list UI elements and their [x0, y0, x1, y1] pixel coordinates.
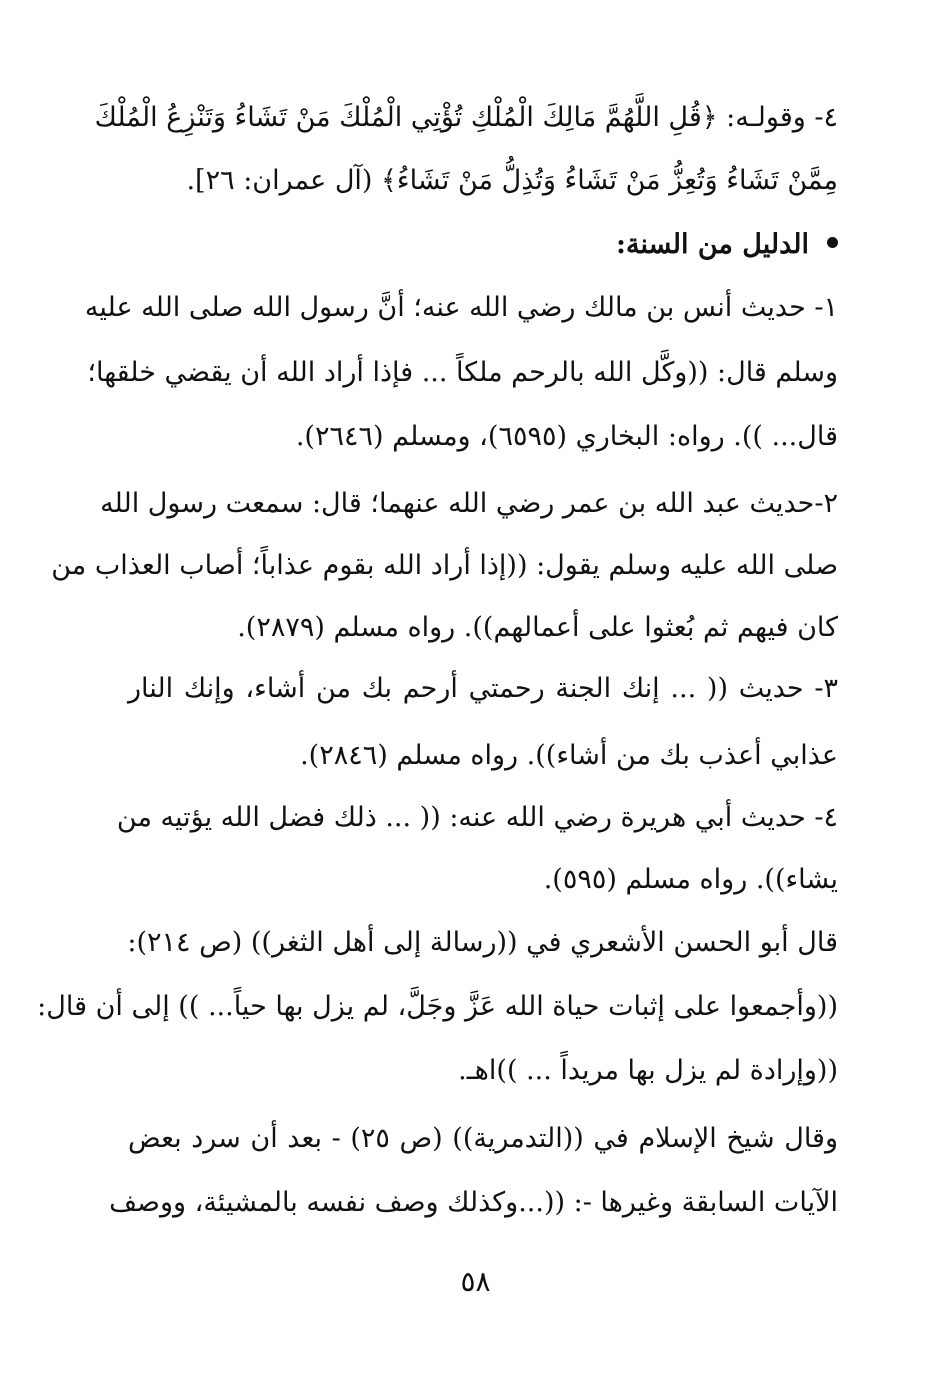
- text-line: عذابي أعذب بك من أشاء)). رواه مسلم (٢٨٤٦).: [300, 740, 838, 771]
- text-line: قال... )). رواه: البخاري (٦٥٩٥)، ومسلم (٢٦٤٦).: [295, 421, 838, 452]
- text-line: ((وأجمعوا على إثبات حياة الله عَزَّ وجَلَّ، لم يزل بها حياً... )) إلى أن قال:: [37, 991, 838, 1022]
- page-number: ٥٨: [460, 1265, 491, 1298]
- text-line: وسلم قال: ((وكَّل الله بالرحم ملكاً ... فإذا أراد الله أن يقضي خلقها؛: [87, 357, 838, 388]
- text-line: ١- حديث أنس بن مالك رضي الله عنه؛ أنَّ رسول الله صلى الله عليه: [84, 292, 838, 323]
- text-line: وقال شيخ الإسلام في ((التدمرية)) (ص ٢٥) - بعد أن سرد بعض: [128, 1123, 838, 1154]
- section-heading-row: [500, 222, 838, 268]
- text-line: كان فيهم ثم بُعثوا على أعمالهم)). رواه مسلم (٢٨٧٩).: [237, 612, 838, 643]
- text-line: ((وإرادة لم يزل بها مريداً ... ))اهـ.: [458, 1055, 838, 1086]
- section-heading: الدليل من السنة:: [616, 229, 809, 260]
- text-line: ٣- حديث (( ... إنك الجنة رحمتي أرحم بك من أشاء، وإنك النار: [128, 673, 838, 704]
- text-line: صلى الله عليه وسلم يقول: ((إذا أراد الله بقوم عذاباً؛ أصاب العذاب من: [51, 550, 838, 581]
- text-line: ٤- حديث أبي هريرة رضي الله عنه: (( ... ذلك فضل الله يؤتيه من: [116, 802, 838, 833]
- text-line: يشاء)). رواه مسلم (٥٩٥).: [543, 864, 838, 895]
- text-line: ٢-حديث عبد الله بن عمر رضي الله عنهما؛ قال: سمعت رسول الله: [100, 488, 838, 519]
- text-line: قال أبو الحسن الأشعري في ((رسالة إلى أهل الثغر)) (ص ٢١٤):: [127, 927, 838, 958]
- bullet-icon: [827, 237, 838, 248]
- text-line: ٤- وقولـه: ﴿قُلِ اللَّهُمَّ مَالِكَ الْمُلْكِ تُؤْتِي الْمُلْكَ مَنْ تَشَاءُ وَتَنْزِعُ الْمُلْكَ: [94, 102, 838, 133]
- text-line: الآيات السابقة وغيرها -: ((...وكذلك وصف نفسه بالمشيئة، ووصف: [109, 1187, 838, 1218]
- text-line: مِمَّنْ تَشَاءُ وَتُعِزُّ مَنْ تَشَاءُ وَتُذِلُّ مَنْ تَشَاءُ﴾ (آل عمران: ٢٦].: [186, 165, 838, 196]
